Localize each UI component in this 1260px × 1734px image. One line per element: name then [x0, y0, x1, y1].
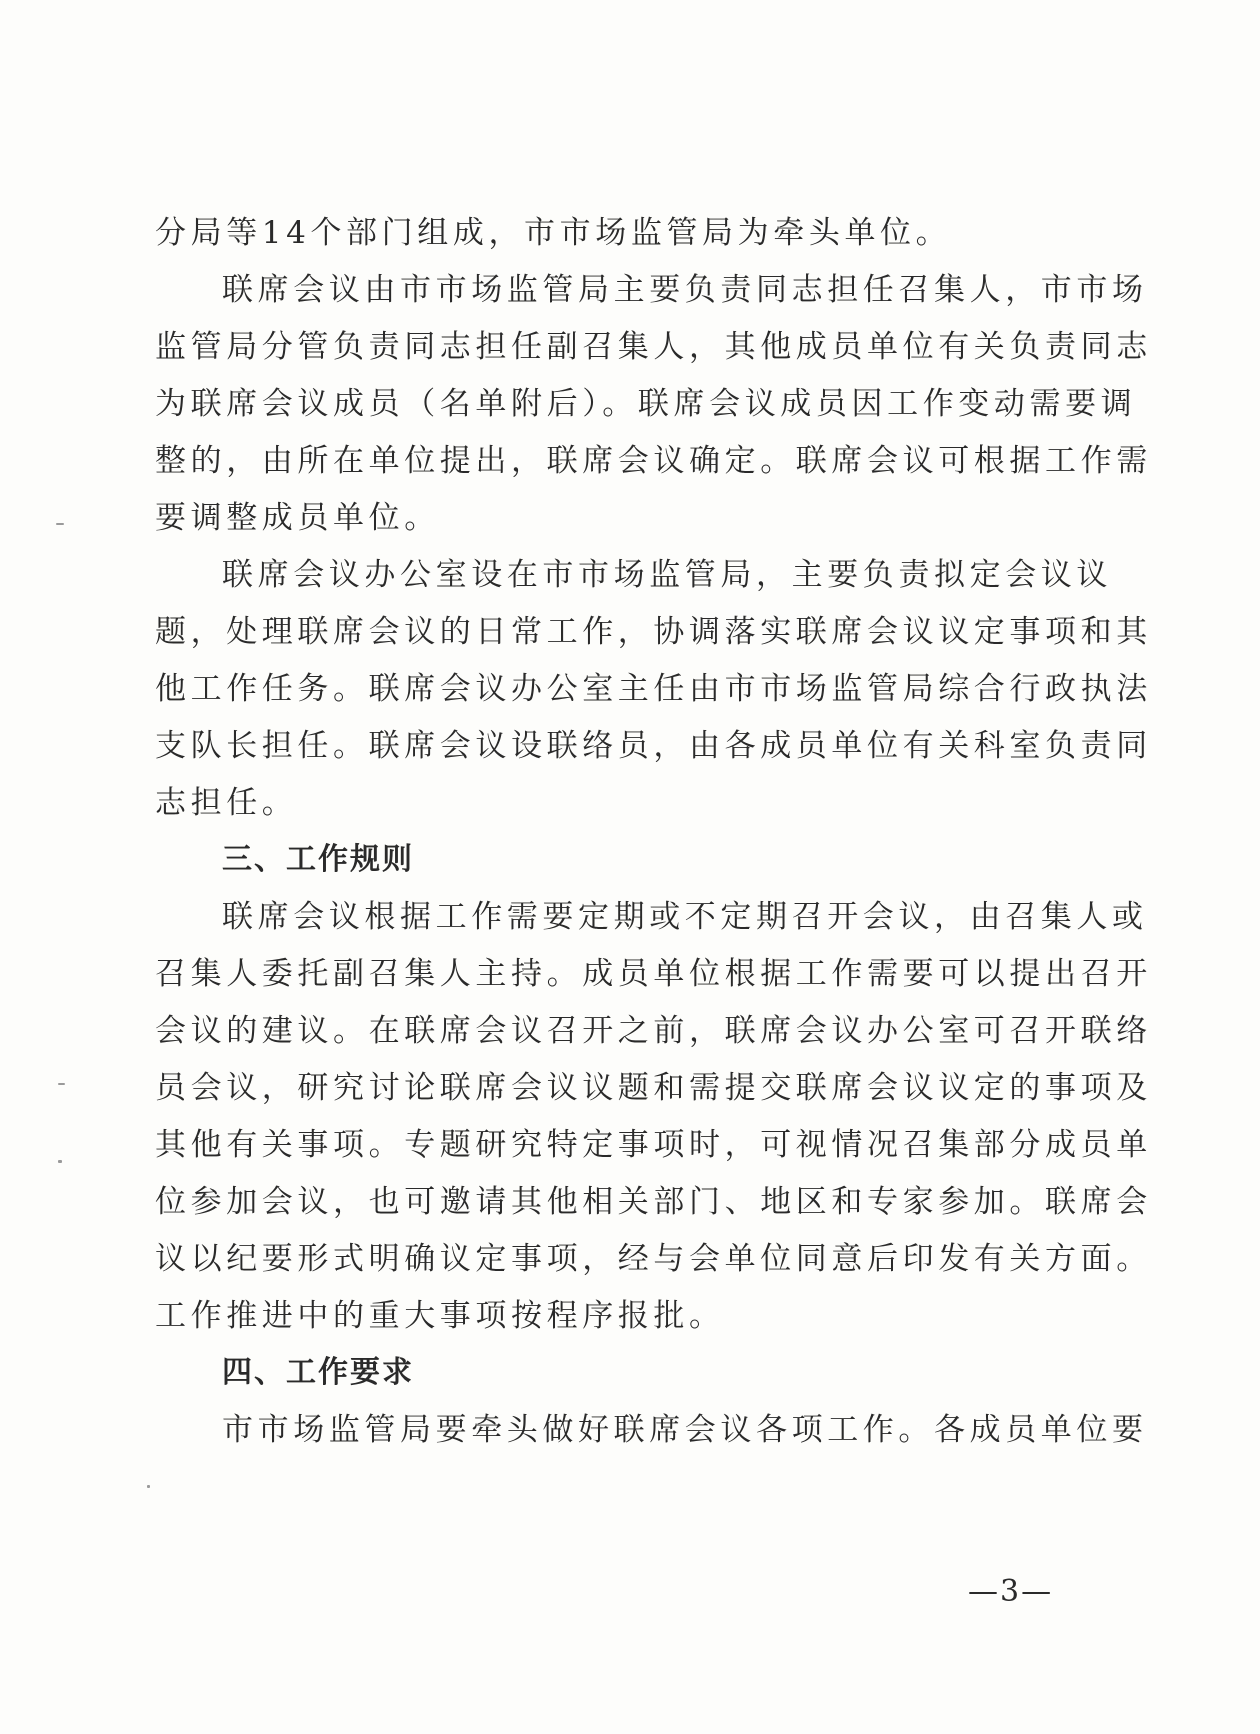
text-line: 其他有关事项。专题研究特定事项时，可视情况召集部分成员单: [155, 1127, 1152, 1163]
scan-speck: [58, 1160, 62, 1163]
text-line: 员会议，研究讨论联席会议议题和需提交联席会议议定的事项及: [155, 1070, 1152, 1106]
section-heading-work-requirements: 四、工作要求: [222, 1355, 414, 1390]
text-line: 为联席会议成员（名单附后）。联席会议成员因工作变动需要调: [155, 386, 1137, 422]
paragraph-line: 联席会议由市市场监管局主要负责同志担任召集人，市市场: [222, 272, 1148, 308]
text-line: 会议的建议。在联席会议召开之前，联席会议办公室可召开联络: [155, 1013, 1152, 1049]
text-line: 支队长担任。联席会议设联络员，由各成员单位有关科室负责同: [155, 728, 1152, 764]
text-line: 要调整成员单位。: [155, 500, 440, 536]
scan-speck: [147, 1485, 150, 1488]
text-line: 题，处理联席会议的日常工作，协调落实联席会议议定事项和其: [155, 614, 1152, 650]
text-line: 分局等14个部门组成，市市场监管局为牵头单位。: [155, 215, 952, 251]
paragraph-line: 市市场监管局要牵头做好联席会议各项工作。各成员单位要: [222, 1412, 1148, 1448]
text-line: 志担任。: [155, 785, 298, 821]
text-line: 他工作任务。联席会议办公室主任由市市场监管局综合行政执法: [155, 671, 1152, 707]
text-line: 位参加会议，也可邀请其他相关部门、地区和专家参加。联席会: [155, 1184, 1152, 1220]
scan-speck: [58, 1083, 65, 1085]
text-line: 整的，由所在单位提出，联席会议确定。联席会议可根据工作需: [155, 443, 1152, 479]
text-line: 监管局分管负责同志担任副召集人，其他成员单位有关负责同志: [155, 329, 1152, 365]
section-heading-work-rules: 三、工作规则: [222, 842, 414, 877]
text-line: 召集人委托副召集人主持。成员单位根据工作需要可以提出召开: [155, 956, 1152, 992]
text-line: 工作推进中的重大事项按程序报批。: [155, 1298, 725, 1334]
text-line: 议以纪要形式明确议定事项，经与会单位同意后印发有关方面。: [155, 1241, 1152, 1277]
scan-speck: [56, 523, 64, 525]
paragraph-line: 联席会议根据工作需要定期或不定期召开会议，由召集人或: [222, 899, 1148, 935]
paragraph-line: 联席会议办公室设在市市场监管局，主要负责拟定会议议: [222, 557, 1112, 593]
page-number: —3—: [968, 1574, 1054, 1609]
